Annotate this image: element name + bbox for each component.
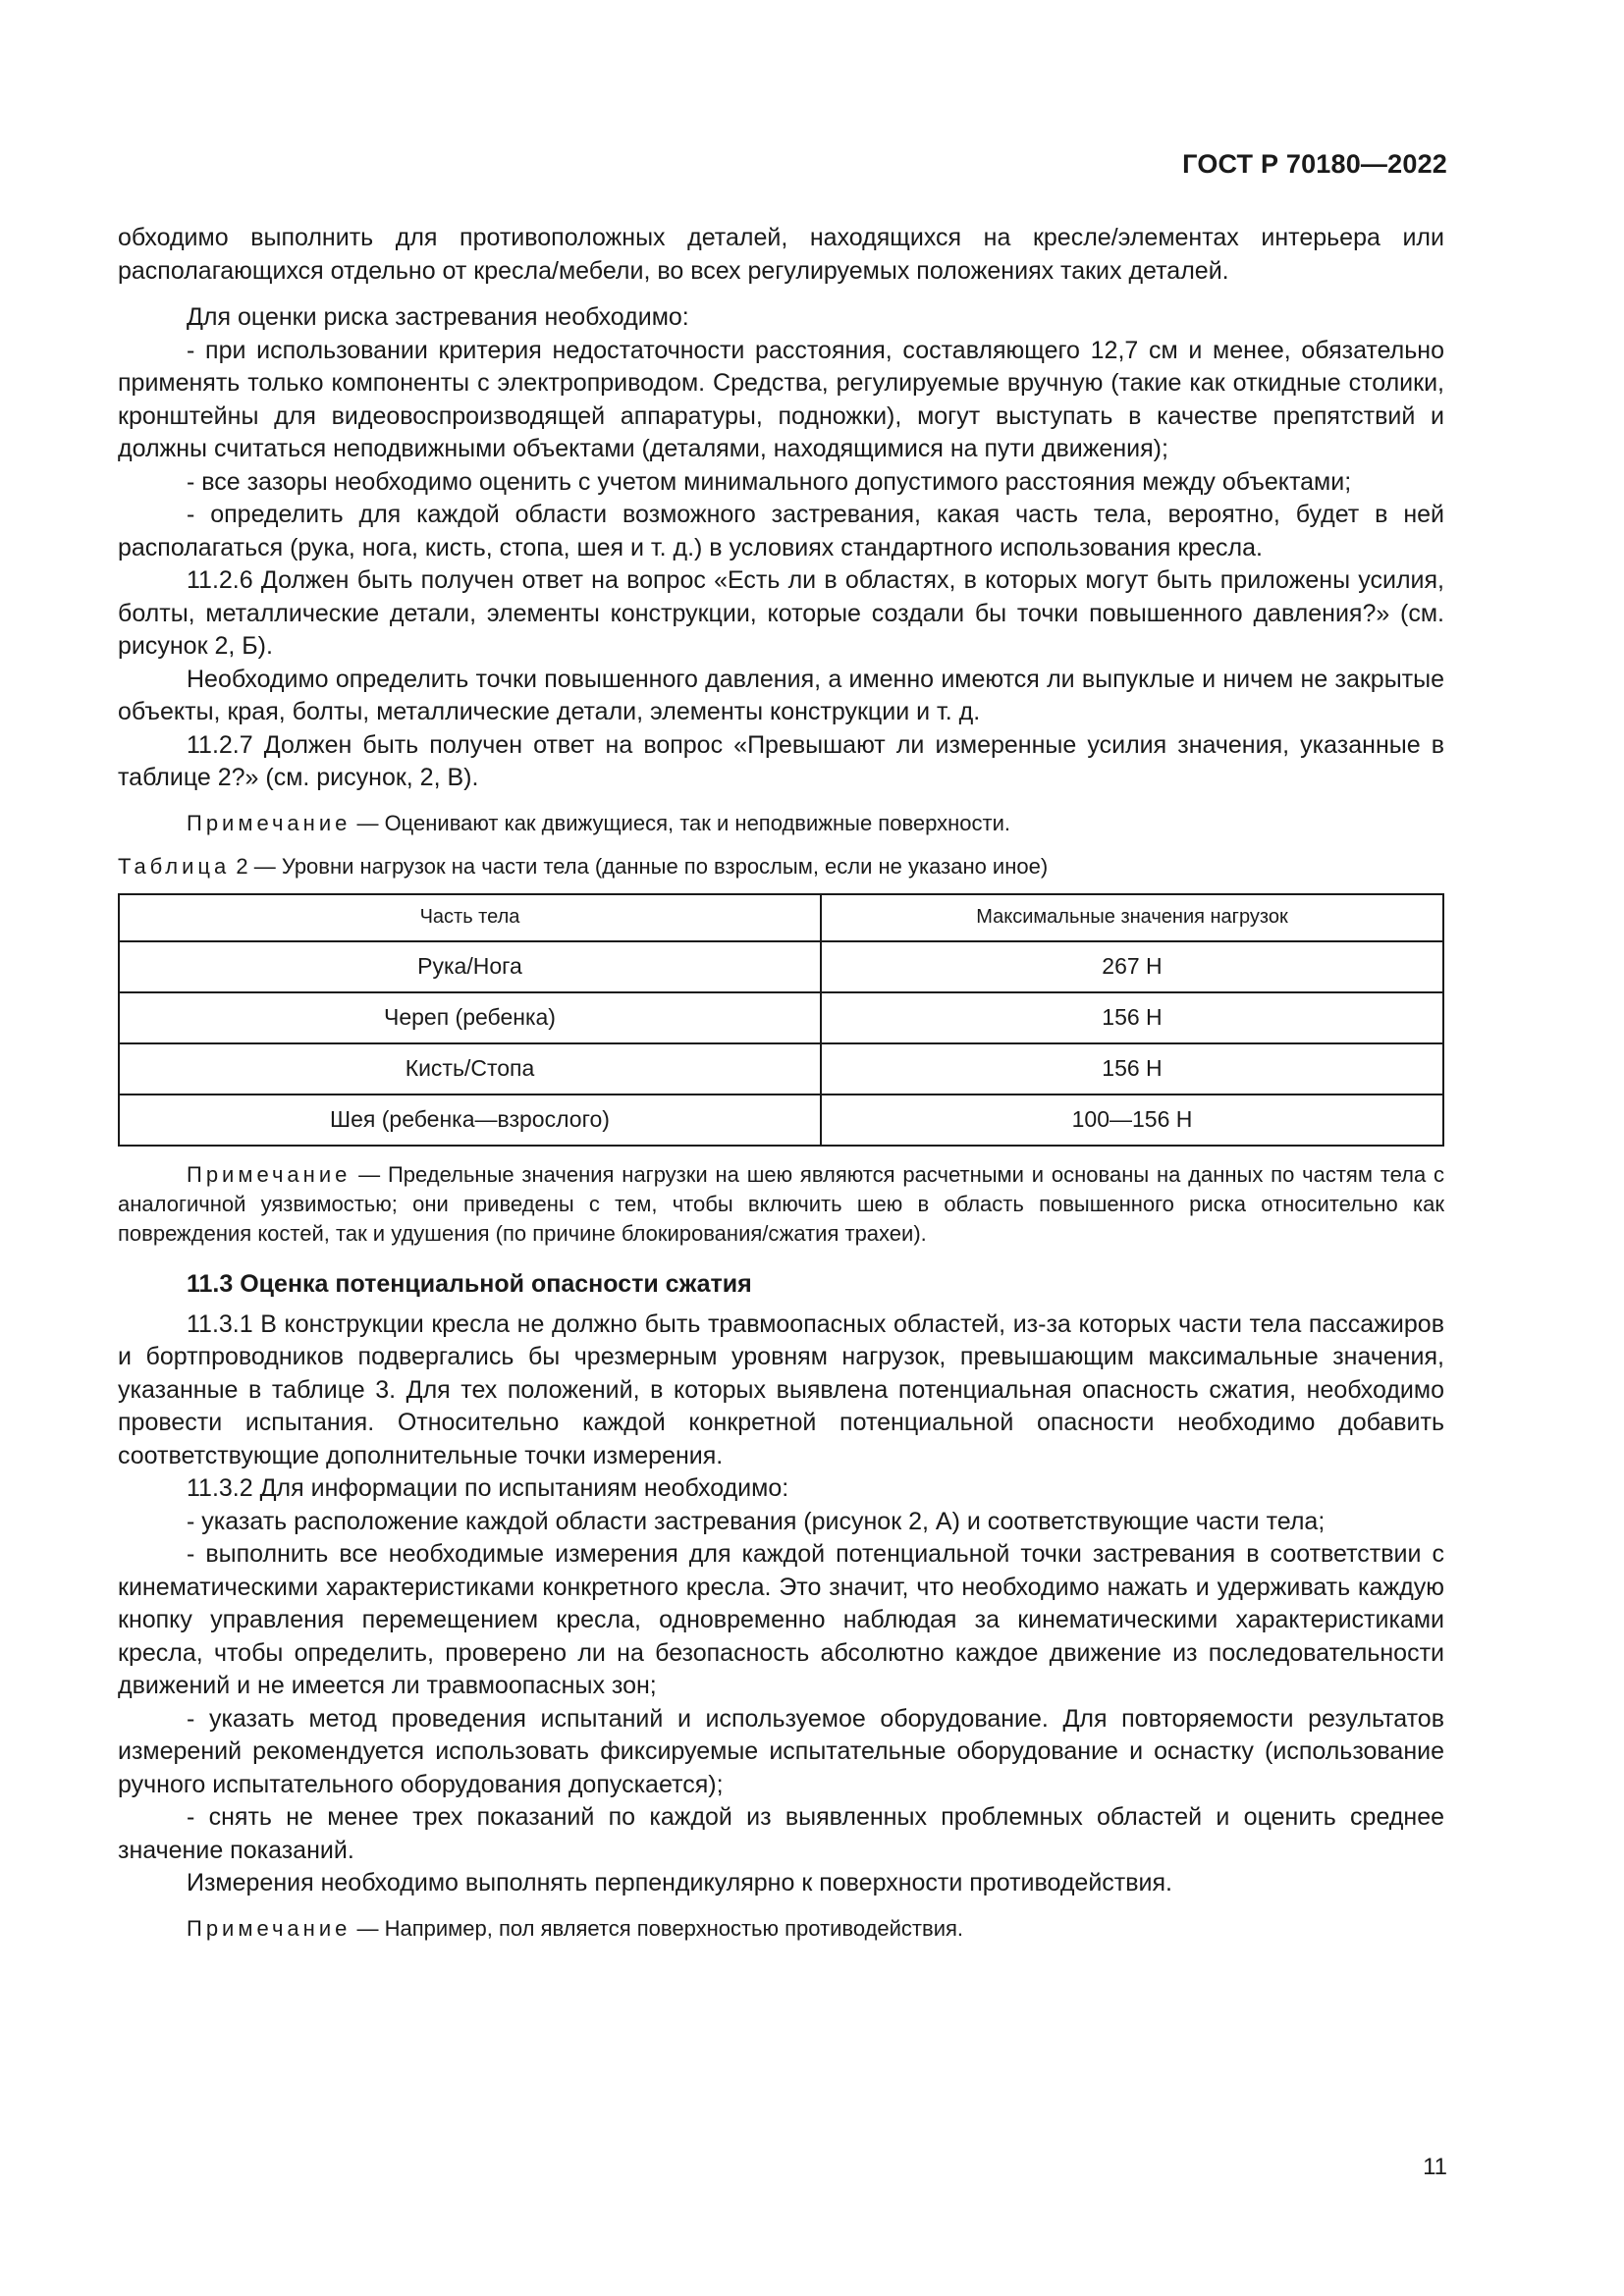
note-text: — Например, пол является поверхностью противодействия. — [351, 1915, 964, 1941]
table-cell: Кисть/Стопа — [119, 1043, 821, 1095]
table-cell: 267 Н — [821, 941, 1443, 992]
page-number: 11 — [1423, 2154, 1447, 2180]
table-cell: 156 Н — [821, 992, 1443, 1043]
list-item: - при использовании критерия недостаточности расстояния, составляющего 12,7 см и менее, обязательно применять только компоненты с электроприводом. Средства, регулируемые вручную (такие как откидные столики, кронштейны для видеовоспроизводящей аппаратуры, подножки), могут выступать в качестве препятствий и должны считаться неподвижными объектами (деталями, находящимися на пути движения); — [118, 336, 1444, 462]
paragraph: 11.3.2 Для информации по испытаниям необходимо: — [187, 1474, 789, 1502]
table-caption-text: 2 — Уровни нагрузок на части тела (данные по взрослым, если не указано иное) — [230, 853, 1049, 879]
note-label: Примечание — [187, 1161, 352, 1187]
list-item: - снять не менее трех показаний по каждой из выявленных проблемных областей и оценить среднее значение показаний. — [118, 1803, 1444, 1864]
loads-table — [118, 893, 1444, 1147]
column-header: Часть тела — [119, 894, 821, 941]
note-text: — Оценивают как движущиеся, так и неподвижные поверхности. — [351, 810, 1010, 835]
note — [118, 809, 1444, 838]
paragraph: 11.2.6 Должен быть получен ответ на вопрос «Есть ли в областях, в которых могут быть приложены усилия, болты, металлические детали, элементы конструкции, которые создали бы точки повышенного давления?» (см. рисунок 2, Б). — [118, 566, 1444, 660]
column-header: Максимальные значения нагрузок — [821, 894, 1443, 941]
table-row — [119, 941, 1443, 992]
list-item: - определить для каждой области возможного застревания, какая часть тела, вероятно, будет в ней располагаться (рука, нога, кисть, стопа, шея и т. д.) в условиях стандартного использования кресла. — [118, 501, 1444, 561]
page-content — [118, 222, 1444, 1944]
list-item: - выполнить все необходимые измерения для каждой потенциальной точки застревания в соответствии с кинематическими характеристиками конкретного кресла. Это значит, что необходимо нажать и удерживать каждую кнопку управления перемещением кресла, одновременно наблюдая за кинематическими характеристиками кресла, чтобы определить, проверено ли на безопасность абсолютно каждое движение из последовательности движений и не имеется ли травмоопасных зон; — [118, 1540, 1444, 1699]
note-text: — Предельные значения нагрузки на шею являются расчетными и основаны на данных по частям тела с аналогичной уязвимостью; они приведены с тем, чтобы включить шею в область повышенного риска относительно как повреждения костей, так и удушения (по причине блокирования/сжатия трахеи). — [118, 1161, 1444, 1246]
table-cell: 156 Н — [821, 1043, 1443, 1095]
note — [118, 1914, 1444, 1944]
list-item: - указать расположение каждой области застревания (рисунок 2, А) и соответствующие части тела; — [187, 1507, 1326, 1535]
paragraph: 11.2.7 Должен быть получен ответ на вопрос «Превышают ли измеренные усилия значения, указанные в таблице 2?» (см. рисунок, 2, В). — [118, 730, 1444, 791]
table-row — [119, 992, 1443, 1043]
paragraph: Необходимо определить точки повышенного давления, а именно имеются ли выпуклые и ничем не закрытые объекты, края, болты, металлические детали, элементы конструкции и т. д. — [118, 665, 1444, 725]
paragraph: Для оценки риска застревания необходимо: — [187, 303, 689, 331]
paragraph: Измерения необходимо выполнять перпендикулярно к поверхности противодействия. — [187, 1869, 1172, 1896]
table-cell: 100—156 Н — [821, 1095, 1443, 1146]
section-heading: 11.3 Оценка потенциальной опасности сжатия — [187, 1269, 752, 1298]
table-caption — [118, 852, 1444, 881]
paragraph: обходимо выполнить для противоположных деталей, находящихся на кресле/элементах интерьера или располагающихся отдельно от кресла/мебели, во всех регулируемых положениях таких деталей. — [118, 224, 1444, 285]
table-header-row — [119, 894, 1443, 941]
list-item: - указать метод проведения испытаний и используемое оборудование. Для повторяемости результатов измерений рекомендуется использовать фиксируемые испытательные оборудование и оснастку (использование ручного испытательного оборудования допускается); — [118, 1704, 1444, 1798]
table-cell: Рука/Нога — [119, 941, 821, 992]
list-item: - все зазоры необходимо оценить с учетом минимального допустимого расстояния между объектами; — [187, 467, 1352, 496]
note-label: Примечание — [187, 1915, 352, 1941]
note-label: Примечание — [187, 810, 352, 835]
table-row — [119, 1043, 1443, 1095]
note — [118, 1160, 1444, 1249]
table-cell: Шея (ребенка—взрослого) — [119, 1095, 821, 1146]
table-row — [119, 1095, 1443, 1146]
table-cell: Череп (ребенка) — [119, 992, 821, 1043]
table-label: Таблица — [118, 853, 231, 879]
paragraph: 11.3.1 В конструкции кресла не должно быть травмоопасных областей, из-за которых части тела пассажиров и бортпроводников подвергались бы чрезмерным уровням нагрузок, превышающим максимальные значения, указанные в таблице 3. Для тех положений, в которых выявлена потенциальная опасность сжатия, необходимо провести испытания. Относительно каждой конкретной потенциальной опасности необходимо добавить соответствующие дополнительные точки измерения. — [118, 1309, 1444, 1469]
document-code: ГОСТ Р 70180—2022 — [1182, 149, 1447, 179]
